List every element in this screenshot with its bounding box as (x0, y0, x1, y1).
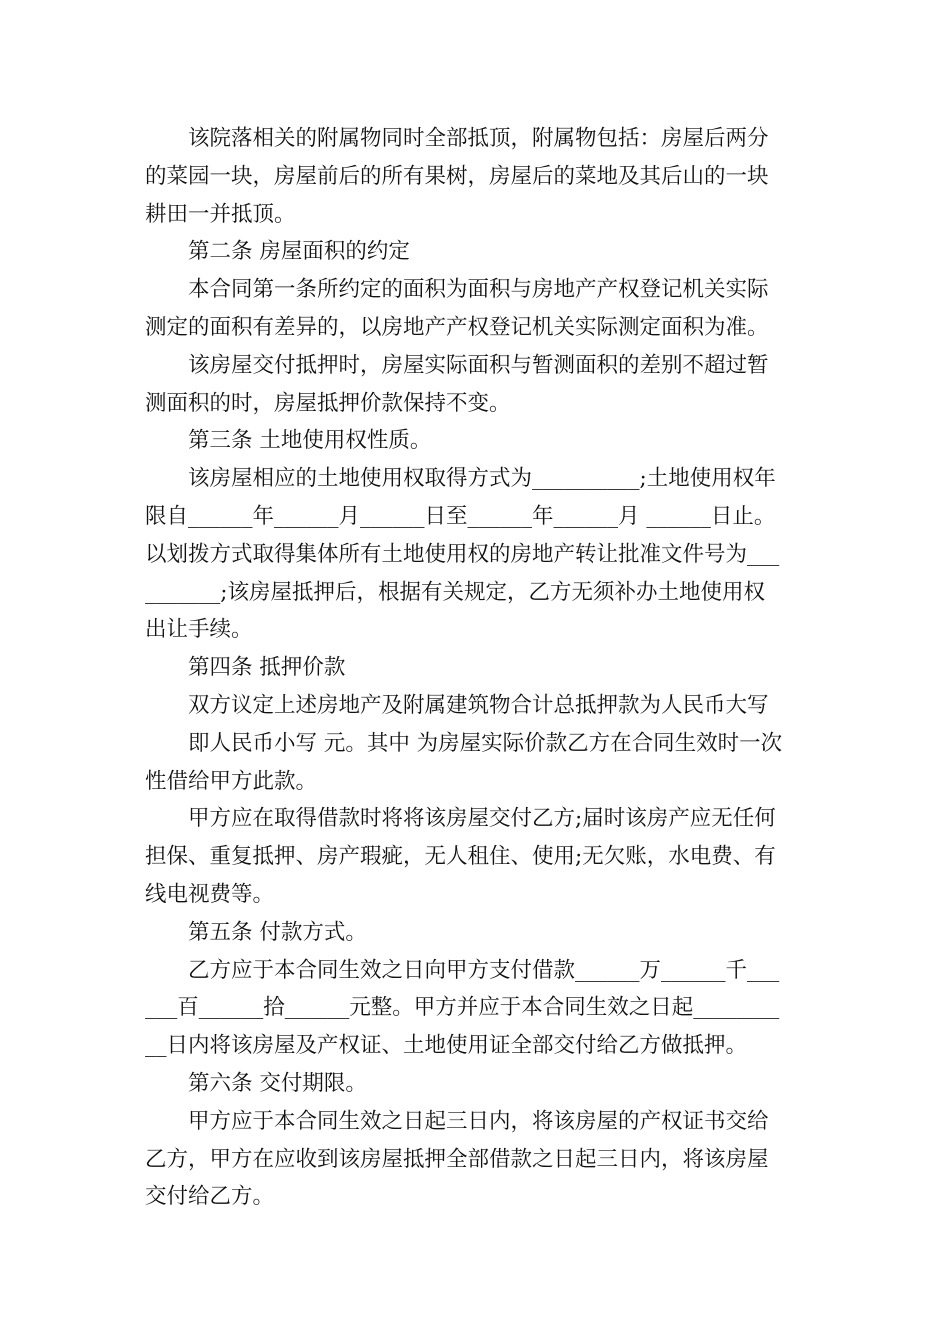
text-line: _______;该房屋抵押后，根据有关规定，乙方无须补办土地使用权 (145, 579, 765, 605)
article-heading: 第四条 抵押价款 (188, 655, 346, 681)
text-line: __日内将该房屋及产权证、土地使用证全部交付给乙方做抵押。 (145, 1033, 748, 1059)
text-line: 性借给甲方此款。 (145, 768, 318, 794)
text-line: 该院落相关的附属物同时全部抵顶，附属物包括：房屋后两分 (188, 126, 769, 151)
text-line: 测定的面积有差异的，以房地产产权登记机关实际测定面积为准。 (145, 314, 769, 340)
text-line: 出让手续。 (145, 617, 253, 643)
text-line: 即人民币小写 元。其中 为房屋实际价款乙方在合同生效时一次 (188, 730, 783, 756)
text-line: 本合同第一条所约定的面积为面积与房地产产权登记机关实际 (188, 277, 769, 303)
text-line: 交付给乙方。 (145, 1184, 275, 1210)
text-line: ___百______拾______元整。甲方并应于本合同生效之日起________ (145, 995, 780, 1021)
text-line: 甲方应于本合同生效之日起三日内，将该房屋的产权证书交给 (188, 1108, 769, 1134)
text-line: 限自______年______月______日至______年______月 ______日止。 (145, 503, 776, 529)
text-line: 担保、重复抵押、房产瑕疵，无人租住、使用;无欠账，水电费、有 (145, 844, 776, 870)
text-line: 双方议定上述房地产及附属建筑物合计总抵押款为人民币大写 (188, 692, 769, 718)
text-line: 测面积的时，房屋抵押价款保持不变。 (145, 390, 511, 416)
text-line: 甲方应在取得借款时将将该房屋交付乙方;届时该房产应无任何 (188, 806, 776, 832)
text-line: 该房屋交付抵押时，房屋实际面积与暂测面积的差别不超过暂 (188, 352, 769, 378)
document-body (145, 120, 810, 1216)
text-line: 以划拨方式取得集体所有土地使用权的房地产转让批准文件号为___ (145, 541, 780, 567)
article-heading: 第三条 土地使用权性质。 (188, 428, 432, 454)
article-heading: 第六条 交付期限。 (188, 1070, 367, 1096)
article-heading: 第二条 房屋面积的约定 (188, 239, 410, 265)
text-line: 的菜园一块，房屋前后的所有果树，房屋后的菜地及其后山的一块 (145, 163, 769, 189)
text-line: 耕田一并抵顶。 (145, 201, 296, 227)
text-line: 线电视费等。 (145, 881, 275, 907)
text-line: 该房屋相应的土地使用权取得方式为__________;土地使用权年 (188, 466, 776, 492)
text-line: 乙方，甲方在应收到该房屋抵押全部借款之日起三日内，将该房屋 (145, 1146, 769, 1172)
article-heading: 第五条 付款方式。 (188, 919, 367, 945)
text-line: 乙方应于本合同生效之日向甲方支付借款______万______千___ (188, 957, 780, 983)
